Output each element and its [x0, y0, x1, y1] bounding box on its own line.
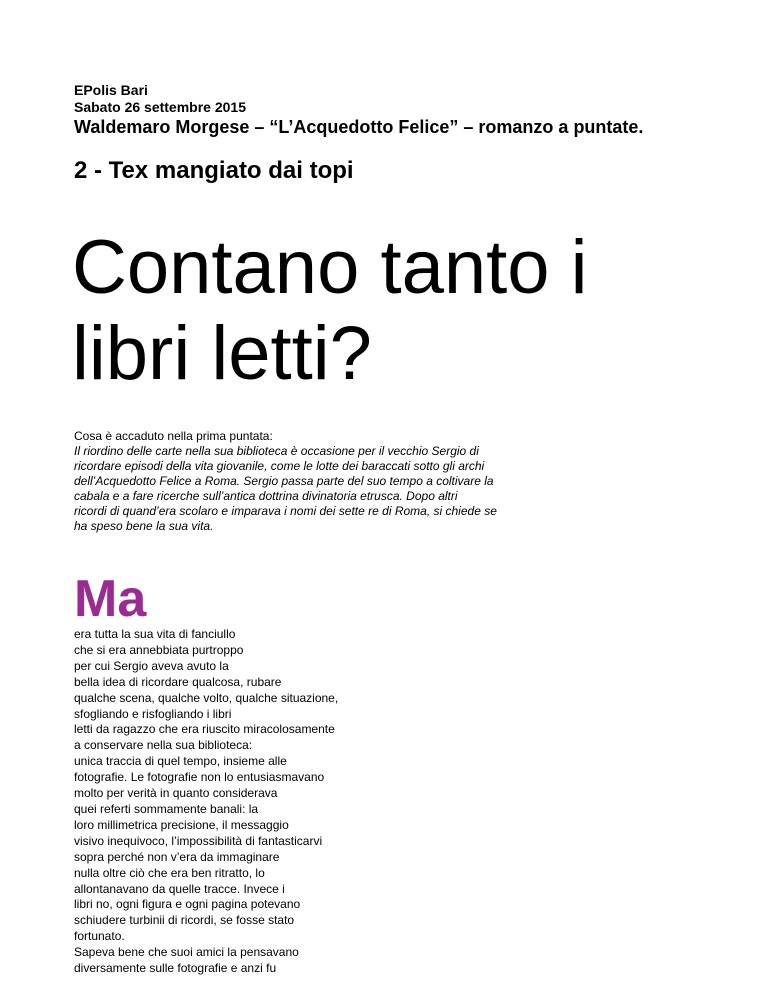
body-line: diversamente sulle fotografie e anzi fu [74, 961, 277, 976]
body-line: letti da ragazzo che era riuscito miracolosamente [74, 722, 335, 737]
body-line: schiudere turbinii di ricordi, se fosse stato [74, 913, 295, 928]
article-body [74, 627, 414, 977]
body-line: sopra perché non v’era da immaginare [74, 849, 280, 864]
recap-line: cabala e a fare ricerche sull’antica dottrina divinatoria etrusca. Dopo altri [74, 489, 458, 503]
headline-line-1: Contano tanto i [72, 225, 588, 310]
recap-line: ricordi di quand’era scolaro e imparava i nomi dei sette re di Roma, si chiede se [74, 504, 497, 518]
body-line: era tutta la sua vita di fanciullo [74, 627, 236, 641]
recap-line: ricordare episodi della vita giovanile, come le lotte dei baraccati sotto gli archi [74, 459, 485, 473]
body-line: Sapeva bene che suoi amici la pensavano [74, 945, 299, 960]
body-line: libri no, ogni figura e ogni pagina potevano [74, 897, 301, 912]
series-title: Waldemaro Morgese – “L’Acquedotto Felice” – romanzo a puntate. [74, 117, 644, 137]
recap-line: ha speso bene la sua vita. [74, 519, 214, 533]
recap-line: Il riordino delle carte nella sua biblioteca è occasione per il vecchio Sergio di [74, 444, 479, 458]
dropcap: Ma [74, 570, 147, 628]
body-line: che si era annebbiata purtroppo [74, 642, 244, 657]
body-line: a conservare nella sua biblioteca: [74, 738, 253, 753]
body-line: molto per verità in quanto considerava [74, 786, 278, 801]
body-line: qualche scena, qualche volto, qualche situazione, [74, 690, 339, 705]
body-line: sfogliando e risfogliando i libri [74, 706, 232, 721]
body-line: per cui Sergio aveva avuto la [74, 658, 229, 673]
publication-date: Sabato 26 settembre 2015 [74, 99, 246, 115]
recap-block [74, 429, 534, 534]
episode-title: 2 - Tex mangiato dai topi [74, 157, 354, 184]
body-line: nulla oltre ciò che era ben ritratto, lo [74, 865, 265, 880]
body-line: quei referti sommamente banali: la [74, 801, 259, 816]
recap-label: Cosa è accaduto nella prima puntata: [74, 429, 273, 443]
body-line: allontanavano da quelle tracce. Invece i [74, 881, 285, 896]
headline [72, 225, 692, 397]
body-line: fortunato. [74, 929, 125, 944]
headline-line-2: libri letti? [72, 311, 372, 396]
body-line: fotografie. Le fotografie non lo entusiasmavano [74, 770, 325, 785]
body-line: visivo inequivoco, l’impossibilità di fantasticarvi [74, 833, 323, 848]
body-line: unica traccia di quel tempo, insieme alle [74, 754, 287, 769]
recap-line: dell’Acquedotto Felice a Roma. Sergio passa parte del suo tempo a coltivare la [74, 474, 494, 488]
body-line: loro millimetrica precisione, il messaggio [74, 817, 289, 832]
publication-name: EPolis Bari [74, 82, 148, 98]
body-line: bella idea di ricordare qualcosa, rubare [74, 674, 282, 689]
